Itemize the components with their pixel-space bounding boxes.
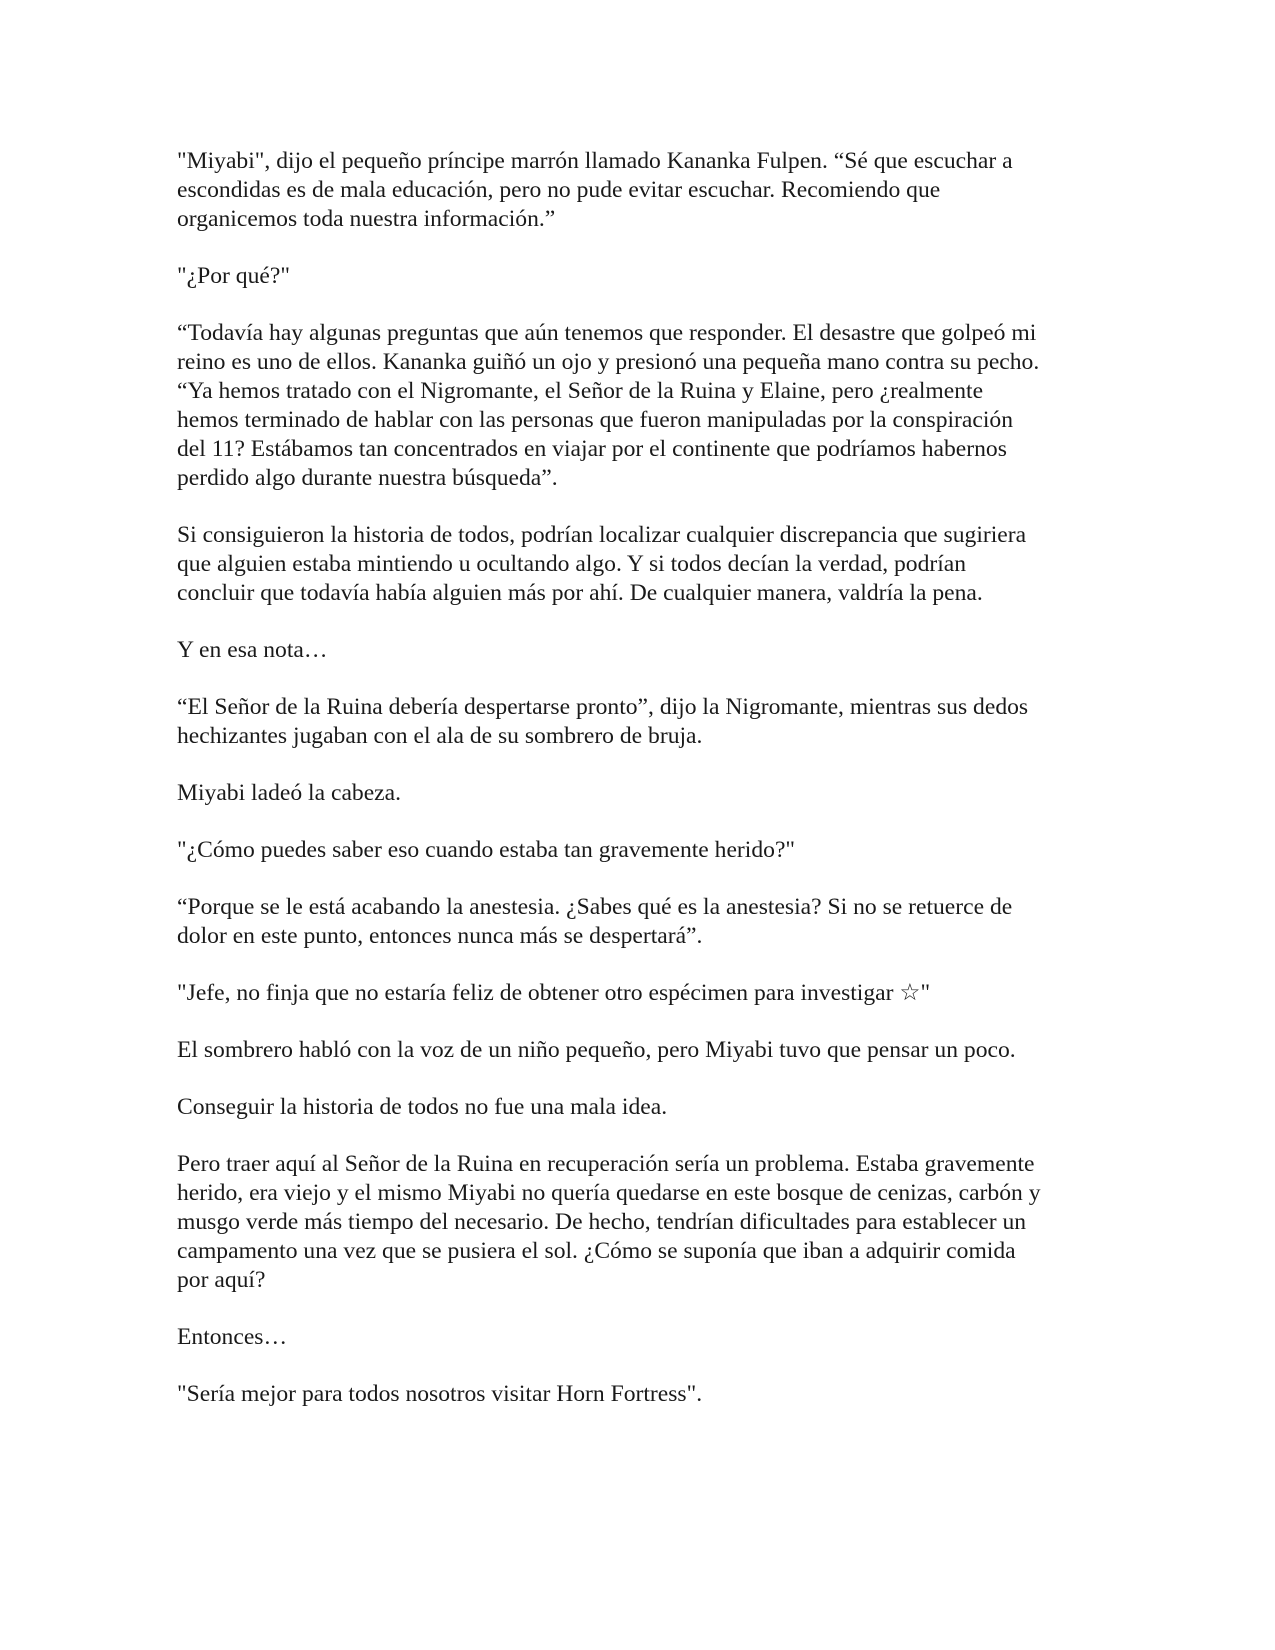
paragraph: "Jefe, no finja que no estaría feliz de obtener otro espécimen para investigar ☆" xyxy=(177,980,931,1006)
paragraph: “El Señor de la Ruina debería despertarse pronto”, dijo la Nigromante, mientras sus dedos hechizantes jugaban con el ala de su sombrero de bruja. xyxy=(177,694,1029,749)
paragraph: Pero traer aquí al Señor de la Ruina en recuperación sería un problema. Estaba gravemente herido, era viejo y el mismo Miyabi no quería quedarse en este bosque de cenizas, carbón y musgo verde más tiempo del necesario. De hecho, tendrían dificultades para establecer un campamento una vez que se pusiera el sol. ¿Cómo se suponía que iban a adquirir comida por aquí? xyxy=(177,1151,1041,1293)
paragraph: "Sería mejor para todos nosotros visitar Horn Fortress". xyxy=(177,1381,703,1407)
paragraph: “Porque se le está acabando la anestesia. ¿Sabes qué es la anestesia? Si no se retuerce de dolor en este punto, entonces nunca más se despertará”. xyxy=(177,894,1013,949)
paragraph: "Miyabi", dijo el pequeño príncipe marrón llamado Kananka Fulpen. “Sé que escuchar a escondidas es de mala educación, pero no pude evitar escuchar. Recomiendo que organicemos toda nuestra información.” xyxy=(177,148,1013,232)
paragraph: "¿Cómo puedes saber eso cuando estaba tan gravemente herido?" xyxy=(177,837,796,863)
paragraph: Y en esa nota… xyxy=(177,637,328,663)
paragraph: Miyabi ladeó la cabeza. xyxy=(177,780,402,806)
paragraph: Entonces… xyxy=(177,1324,288,1350)
document-body xyxy=(177,147,1097,1437)
paragraph: Si consiguieron la historia de todos, podrían localizar cualquier discrepancia que sugiriera que alguien estaba mintiendo u ocultando algo. Y si todos decían la verdad, podrían concluir que todavía había alguien más por ahí. De cualquier manera, valdría la pena. xyxy=(177,522,1027,606)
paragraph: “Todavía hay algunas preguntas que aún tenemos que responder. El desastre que golpeó mi reino es uno de ellos. Kananka guiñó un ojo y presionó una pequeña mano contra su pecho. “Ya hemos tratado con el Nigromante, el Señor de la Ruina y Elaine, pero ¿realmente hemos terminado de hablar con las personas que fueron manipuladas por la conspiración del 11? Estábamos tan concentrados en viajar por el continente que podríamos habernos perdido algo durante nuestra búsqueda”. xyxy=(177,320,1040,491)
paragraph: Conseguir la historia de todos no fue una mala idea. xyxy=(177,1094,668,1120)
paragraph: "¿Por qué?" xyxy=(177,263,290,289)
paragraph: El sombrero habló con la voz de un niño pequeño, pero Miyabi tuvo que pensar un poco. xyxy=(177,1037,1016,1063)
